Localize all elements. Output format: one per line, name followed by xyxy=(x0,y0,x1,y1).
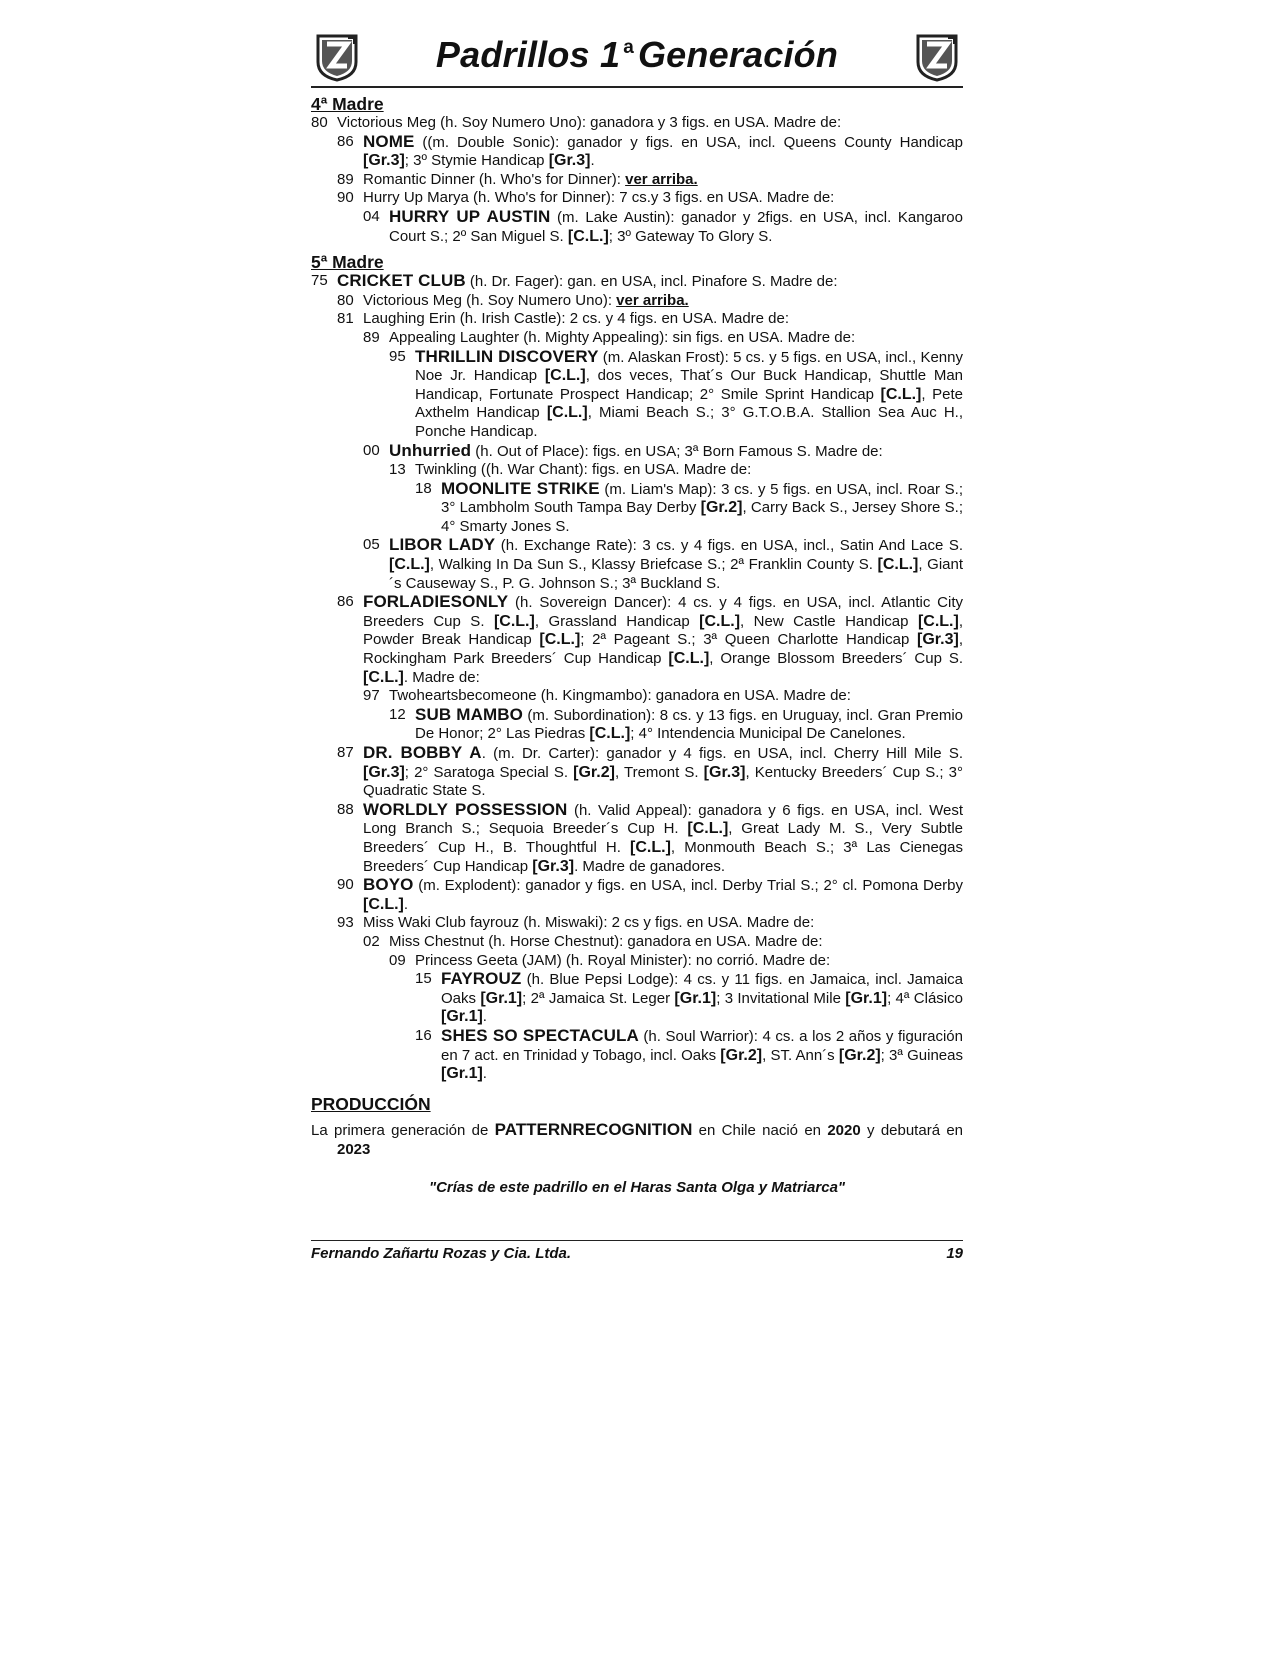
entry-year: 81 xyxy=(337,310,354,328)
race-grade: [C.L.] xyxy=(363,895,404,913)
entry-year: 89 xyxy=(363,328,380,346)
horse-name: SHES SO SPECTACULA xyxy=(441,1025,639,1045)
pedigree-entry xyxy=(311,272,963,292)
horse-name: NOME xyxy=(363,131,415,151)
entry-year: 80 xyxy=(311,114,328,131)
race-grade: [Gr.3] xyxy=(532,857,575,875)
entry-text: . xyxy=(482,1065,487,1083)
pedigree-entry xyxy=(311,461,963,480)
entry-text: , Kentucky Breeders´ Cup S.; 3° Quadratic State S. xyxy=(363,763,963,800)
entry-text: Victorious Meg (h. Soy Numero Uno): xyxy=(363,291,617,309)
entry-text: , Rockingham Park Breeders´ Cup Handicap xyxy=(363,631,963,668)
entry-year: 18 xyxy=(415,479,432,497)
race-grade: [Gr.2] xyxy=(838,1046,881,1064)
pedigree-entry xyxy=(311,329,963,348)
pedigree-entry xyxy=(311,480,963,537)
horse-name: DR. BOBBY A xyxy=(363,743,482,762)
page-number: 19 xyxy=(946,1245,963,1262)
entry-year: 90 xyxy=(337,876,354,894)
race-grade: [C.L.] xyxy=(880,385,922,403)
race-grade: [Gr.1] xyxy=(674,989,717,1007)
entry-year: 90 xyxy=(337,189,354,207)
race-grade: [Gr.3] xyxy=(548,152,591,170)
entry-text: , Carry Back S., Jersey Shore S.; 4° Smarty Jones S. xyxy=(441,499,963,535)
pedigree-entry xyxy=(311,876,963,914)
entry-text: , Tremont S. xyxy=(614,763,704,781)
pedigree-entry xyxy=(311,310,963,329)
horse-name: HURRY UP AUSTIN xyxy=(389,206,551,226)
pedigree-entry xyxy=(311,442,963,462)
horse-name: CRICKET CLUB xyxy=(337,271,466,291)
entry-text: , Monmouth Beach S.; 3ª Las Cienegas Breeders´ Cup Handicap xyxy=(363,838,963,875)
race-grade: [C.L.] xyxy=(539,631,581,649)
entry-text: ; 2ª Pageant S.; 3ª Queen Charlotte Handicap xyxy=(580,631,918,649)
pedigree-entry xyxy=(311,933,963,952)
entry-text: ((m. Double Sonic): ganador y figs. en USA, incl. Queens County Handicap xyxy=(414,133,963,151)
entry-year: 15 xyxy=(415,970,432,988)
entry-year: 95 xyxy=(389,347,406,365)
entry-text: (h. Valid Appeal): ganadora y 6 figs. en USA, incl. West Long Branch S.; Sequoia Breeder´s Cup H. xyxy=(363,801,963,838)
race-grade: [C.L.] xyxy=(917,612,959,630)
page-title: Padrillos 1 $^a$ Generación xyxy=(435,34,839,75)
section-heading: 4ª Madre xyxy=(311,94,384,114)
entry-text: . xyxy=(403,895,409,913)
entry-year: 86 xyxy=(337,593,354,611)
entry-text: (h. Blue Pepsi Lodge): 4 cs. y 11 figs. en Jamaica, incl. Jamaica Oaks xyxy=(441,971,963,1007)
entry-text: . Madre de ganadores. xyxy=(574,857,725,875)
entry-text: , Grassland Handicap xyxy=(534,612,700,630)
entry-year: 13 xyxy=(389,461,406,479)
race-grade: [Gr.1] xyxy=(441,1008,483,1026)
entry-year: 93 xyxy=(337,914,354,932)
race-grade: [Gr.3] xyxy=(703,763,746,781)
entry-text: Princess Geeta (JAM) (h. Royal Minister): no corrió. Madre de: xyxy=(415,951,831,969)
entry-text: , Giant´s Causeway S., P. G. Johnson S.; 3ª Buckland S. xyxy=(389,556,964,592)
zr-shield-logo-icon xyxy=(914,32,960,82)
horse-name: MOONLITE STRIKE xyxy=(441,478,600,498)
entry-text: Hurry Up Marya (h. Who's for Dinner): 7 cs.y 3 figs. en USA. Madre de: xyxy=(363,189,835,207)
footer-company: Fernando Zañartu Rozas y Cia. Ltda. xyxy=(311,1245,572,1262)
race-grade: [C.L.] xyxy=(389,556,430,574)
entry-text: ; 3 Invitational Mile xyxy=(716,989,846,1007)
entry-text: (h. Sovereign Dancer): 4 cs. y 4 figs. en USA, incl. Atlantic City Breeders Cup S. xyxy=(363,594,963,630)
entry-text: (h. Out of Place): figs. en USA; 3ª Born Famous S. Madre de: xyxy=(471,442,883,460)
entry-text: ; 2ª Jamaica St. Leger xyxy=(522,989,675,1007)
production-quote: "Crías de este padrillo en el Haras Santa Olga y Matriarca" xyxy=(428,1178,846,1196)
entry-text: , Walking In Da Sun S., Klassy Briefcase S.; 2ª Franklin County S. xyxy=(429,556,878,574)
entry-text: (h. Dr. Fager): gan. en USA, incl. Pinafore S. Madre de: xyxy=(465,273,838,291)
race-grade: [Gr.1] xyxy=(480,989,523,1007)
entry-text: , Powder Break Handicap xyxy=(363,612,963,649)
production-text: La primera generación de PATTERNRECOGNITION en Chile nació en 2020 y debutará en 2023 xyxy=(311,1119,964,1158)
race-grade: [Gr.3] xyxy=(363,152,405,170)
horse-name: Unhurried xyxy=(389,440,472,460)
entry-year: 04 xyxy=(363,207,380,225)
pedigree-entry xyxy=(311,706,963,744)
entry-text: Romantic Dinner (h. Who's for Dinner): xyxy=(363,170,626,188)
entry-text: . (m. Dr. Carter): ganador y 4 figs. en USA, incl. Cherry Hill Mile S. xyxy=(481,745,963,762)
entry-text: , ST. Ann´s xyxy=(762,1046,839,1064)
entry-text: Miss Chestnut (h. Horse Chestnut): ganadora en USA. Madre de: xyxy=(389,932,823,950)
entry-text: Appealing Laughter (h. Mighty Appealing): sin figs. en USA. Madre de: xyxy=(389,328,856,346)
production-heading: PRODUCCIÓN xyxy=(311,1093,431,1114)
horse-name: SUB MAMBO xyxy=(415,704,523,724)
entry-text: . Madre de: xyxy=(403,668,480,686)
horse-name: WORLDLY POSSESSION xyxy=(363,799,568,819)
pedigree-entry xyxy=(311,593,963,687)
entry-text: ; 3º Stymie Handicap xyxy=(404,152,549,170)
pedigree-entry xyxy=(311,208,963,246)
pedigree-entry xyxy=(311,744,963,801)
race-grade: [C.L.] xyxy=(546,404,588,422)
race-grade: [C.L.] xyxy=(589,725,631,743)
entry-year: 02 xyxy=(363,932,380,950)
race-grade: [C.L.] xyxy=(544,367,586,385)
horse-name: FAYROUZ xyxy=(441,969,522,989)
pedigree-entry xyxy=(311,292,963,311)
page xyxy=(311,30,963,1196)
entry-text: ; 4° Intendencia Municipal De Canelones. xyxy=(630,725,906,743)
race-grade: [Gr.1] xyxy=(845,989,888,1007)
pedigree-entry xyxy=(311,914,963,933)
pedigree-entry xyxy=(311,114,963,133)
entry-text: . xyxy=(482,1008,487,1026)
entry-year: 97 xyxy=(363,687,380,705)
pedigree-entry xyxy=(311,952,963,971)
race-grade: [C.L.] xyxy=(877,556,919,574)
pedigree-entry xyxy=(311,348,963,442)
entry-text: (h. Exchange Rate): 3 cs. y 4 figs. en USA, incl., Satin And Lace S. xyxy=(495,537,964,555)
pedigree-entry xyxy=(311,189,963,208)
entry-text: . xyxy=(590,152,595,170)
see-above-ref: ver arriba. xyxy=(616,291,689,309)
pedigree-entry xyxy=(311,801,963,876)
entry-text: , Miami Beach S.; 3° G.T.O.B.A. Stallion Sea Auc H., Ponche Handicap. xyxy=(415,404,963,440)
entry-year: 89 xyxy=(337,170,354,188)
race-grade: [Gr.1] xyxy=(441,1065,483,1083)
entry-year: 09 xyxy=(389,951,406,969)
pedigree-content xyxy=(311,94,963,1084)
entry-text: , New Castle Handicap xyxy=(740,612,918,630)
section-heading: 5ª Madre xyxy=(311,252,384,273)
see-above-ref: ver arriba. xyxy=(625,170,698,188)
entry-text: ; 2° Saratoga Special S. xyxy=(404,763,574,781)
entry-text: ; 3ª Guineas xyxy=(880,1046,963,1064)
entry-text: , dos veces, That´s Our Buck Handicap, Shuttle Man Handicap, Fortunate Prospect Handicap; 2° Smile Sprint Handicap xyxy=(415,367,963,403)
pedigree-entry xyxy=(311,970,963,1027)
entry-text: (m. Explodent): ganador y figs. en USA, incl. Derby Trial S.; 2° cl. Pomona Derby xyxy=(413,877,963,895)
horse-name: FORLADIESONLY xyxy=(363,592,509,612)
entry-text: , Orange Blossom Breeders´ Cup S. xyxy=(709,650,963,668)
entry-text: Twinkling ((h. War Chant): figs. en USA. Madre de: xyxy=(415,461,752,479)
race-grade: [C.L.] xyxy=(699,612,741,630)
race-grade: [Gr.3] xyxy=(363,763,405,781)
race-grade: [C.L.] xyxy=(687,820,729,838)
race-grade: [C.L.] xyxy=(567,227,609,245)
entry-text: (h. Soul Warrior): 4 cs. a los 2 años y figuración en 7 act. en Trinidad y Tobago, incl. Oaks xyxy=(441,1027,963,1064)
horse-name: LIBOR LADY xyxy=(389,535,496,555)
entry-year: 80 xyxy=(337,291,354,309)
entry-year: 87 xyxy=(337,744,354,761)
entry-text: , Pete Axthelm Handicap xyxy=(415,385,963,422)
race-grade: [C.L.] xyxy=(630,838,671,856)
page-header xyxy=(311,30,963,88)
pedigree-entry xyxy=(311,133,963,171)
horse-name: THRILLIN DISCOVERY xyxy=(415,346,599,366)
entry-text: , Great Lady M. S., Very Subtle Breeders´ Cup H., B. Thoughtful H. xyxy=(363,820,963,856)
race-grade: [Gr.3] xyxy=(917,631,959,649)
race-grade: [C.L.] xyxy=(363,668,404,686)
race-grade: [Gr.2] xyxy=(720,1046,763,1064)
entry-text: Miss Waki Club fayrouz (h. Miswaki): 2 cs y figs. en USA. Madre de: xyxy=(363,914,815,932)
horse-name: BOYO xyxy=(363,875,414,895)
entry-text: (m. Subordination): 8 cs. y 13 figs. en Uruguay, incl. Gran Premio De Honor; 2° Las Piedras xyxy=(415,706,964,743)
entry-year: 12 xyxy=(389,705,406,723)
entry-text: ; 4ª Clásico xyxy=(887,989,963,1007)
entry-year: 16 xyxy=(415,1026,432,1044)
entry-text: (m. Liam's Map): 3 cs. y 5 figs. en USA, incl. Roar S.; 3° Lambholm South Tampa Bay Derby xyxy=(441,480,963,517)
entry-year: 75 xyxy=(311,272,328,290)
pedigree-entry xyxy=(311,1027,963,1084)
entry-text: ; 3º Gateway To Glory S. xyxy=(608,227,773,245)
race-grade: [C.L.] xyxy=(668,650,710,668)
entry-year: 88 xyxy=(337,800,354,818)
entry-year: 00 xyxy=(363,441,380,459)
entry-text: (m. Alaskan Frost): 5 cs. y 5 figs. en USA, incl., Kenny Noe Jr. Handicap xyxy=(415,348,963,385)
entry-text: (m. Lake Austin): ganador y 2figs. en USA, incl. Kangaroo Court S.; 2º San Miguel S. xyxy=(389,208,963,245)
pedigree-entry xyxy=(311,171,963,190)
race-grade: [Gr.2] xyxy=(573,763,615,781)
entry-text: Victorious Meg (h. Soy Numero Uno): ganadora y 3 figs. en USA. Madre de: xyxy=(337,114,842,131)
entry-year: 86 xyxy=(337,132,354,150)
race-grade: [C.L.] xyxy=(493,612,535,630)
page-footer xyxy=(311,1240,963,1262)
race-grade: [Gr.2] xyxy=(700,499,743,517)
pedigree-entry xyxy=(311,536,963,593)
entry-text: Twoheartsbecomeone (h. Kingmambo): ganadora en USA. Madre de: xyxy=(389,687,851,705)
pedigree-entry xyxy=(311,687,963,706)
entry-year: 05 xyxy=(363,536,380,554)
entry-text: Laughing Erin (h. Irish Castle): 2 cs. y 4 figs. en USA. Madre de: xyxy=(363,310,790,328)
